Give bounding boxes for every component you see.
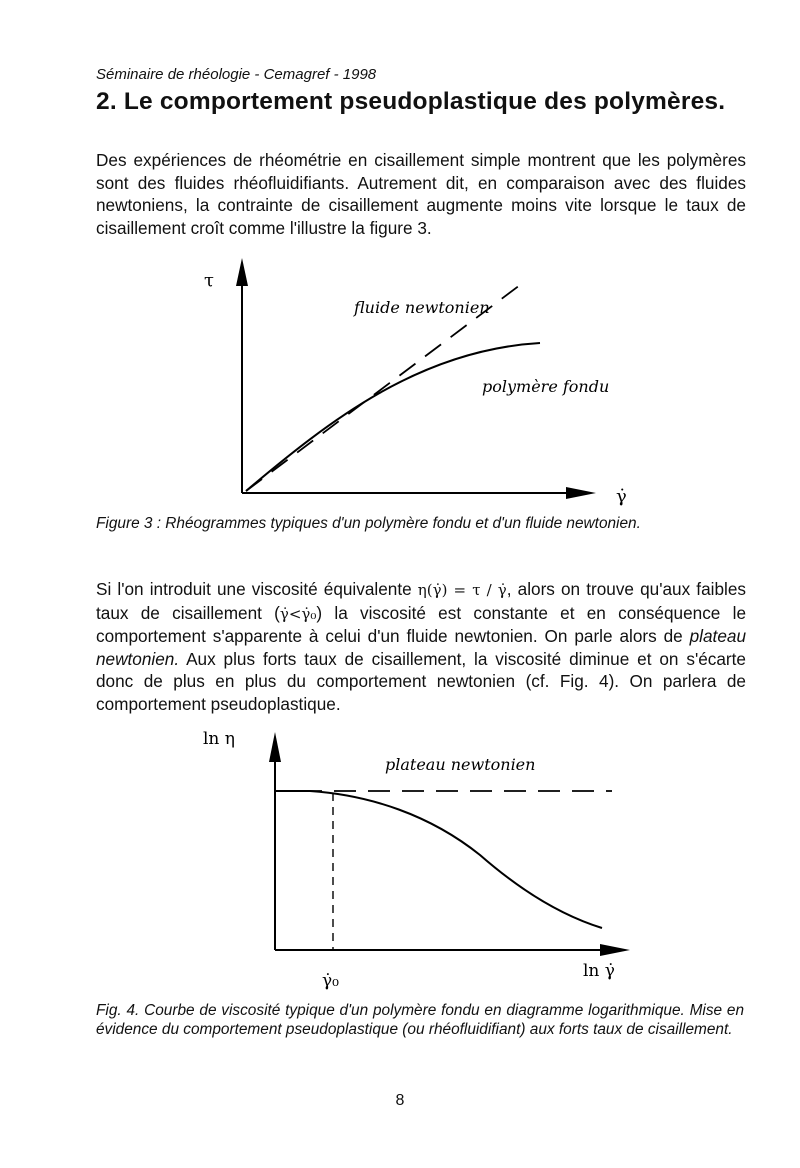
p2-formula-low-shear: γ̇<γ̇₀ bbox=[279, 604, 317, 623]
fig3-x-arrow-icon bbox=[566, 487, 596, 499]
figure-3-caption: Figure 3 : Rhéogrammes typiques d'un polymère fondu et d'un fluide newtonien. bbox=[96, 515, 641, 532]
p2-text-4: Aux plus forts taux de cisaillement, la viscosité diminue et on s'écarte donc de plus en plus du comportement newtonien (cf. Fig. 4). On parlera de comportement pseudoplastique. bbox=[96, 648, 746, 714]
figure-4-caption: Fig. 4. Courbe de viscosité typique d'un polymère fondu en diagramme logarithmique. Mise en évidence du comportement pseudoplastique (ou rhéofluidifiant) aux forts taux de cisaillement. bbox=[96, 1002, 744, 1038]
fig4-x-label: ln γ̇ bbox=[583, 961, 615, 981]
section-title: 2. Le comportement pseudoplastique des polymères. bbox=[96, 88, 726, 115]
paragraph-intro: Des expériences de rhéométrie en cisaillement simple montrent que les polymères sont des fluides rhéofluidifiants. Autrement dit, en comparaison avec des fluides newtoniens, la contrainte de cisaillement augmente moins vite lorsque le taux de cisaillement croît comme l'illustre la figure 3. bbox=[96, 150, 746, 238]
fig4-viscosity-curve bbox=[275, 791, 602, 928]
running-header: Séminaire de rhéologie - Cemagref - 1998 bbox=[96, 66, 377, 83]
fig4-x-arrow-icon bbox=[600, 944, 630, 956]
p2-text-3: ) la viscosité est constante et en conséquence le comportement s'apparente à celui d'un fluide newtonien. On parle alors de bbox=[96, 602, 746, 647]
p2-emphasis-plateau: plateau newtonien. bbox=[96, 626, 746, 669]
page-number: 8 bbox=[395, 1092, 405, 1109]
fig4-gamma0-label: γ̇₀ bbox=[322, 971, 339, 991]
fig3-label-newtonian: fluide newtonien bbox=[354, 298, 490, 317]
fig3-y-arrow-icon bbox=[236, 258, 248, 286]
fig3-label-polymer: polymère fondu bbox=[482, 377, 610, 396]
p2-text-2: , alors on trouve qu'aux faibles taux de cisaillement ( bbox=[96, 579, 746, 623]
fig4-y-label: ln η bbox=[203, 729, 235, 749]
fig4-label-plateau: plateau newtonien bbox=[385, 755, 536, 774]
fig3-x-label: γ̇ bbox=[616, 486, 627, 507]
fig3-y-label: τ bbox=[204, 270, 214, 291]
p2-text-1: Si l'on introduit une viscosité équivalente bbox=[96, 579, 418, 599]
fig3-polymer-curve bbox=[246, 343, 540, 491]
p2-formula-viscosity: η(γ̇) = τ / γ̇ bbox=[417, 581, 507, 599]
fig4-y-arrow-icon bbox=[269, 732, 281, 762]
paragraph-viscosity bbox=[96, 578, 746, 716]
